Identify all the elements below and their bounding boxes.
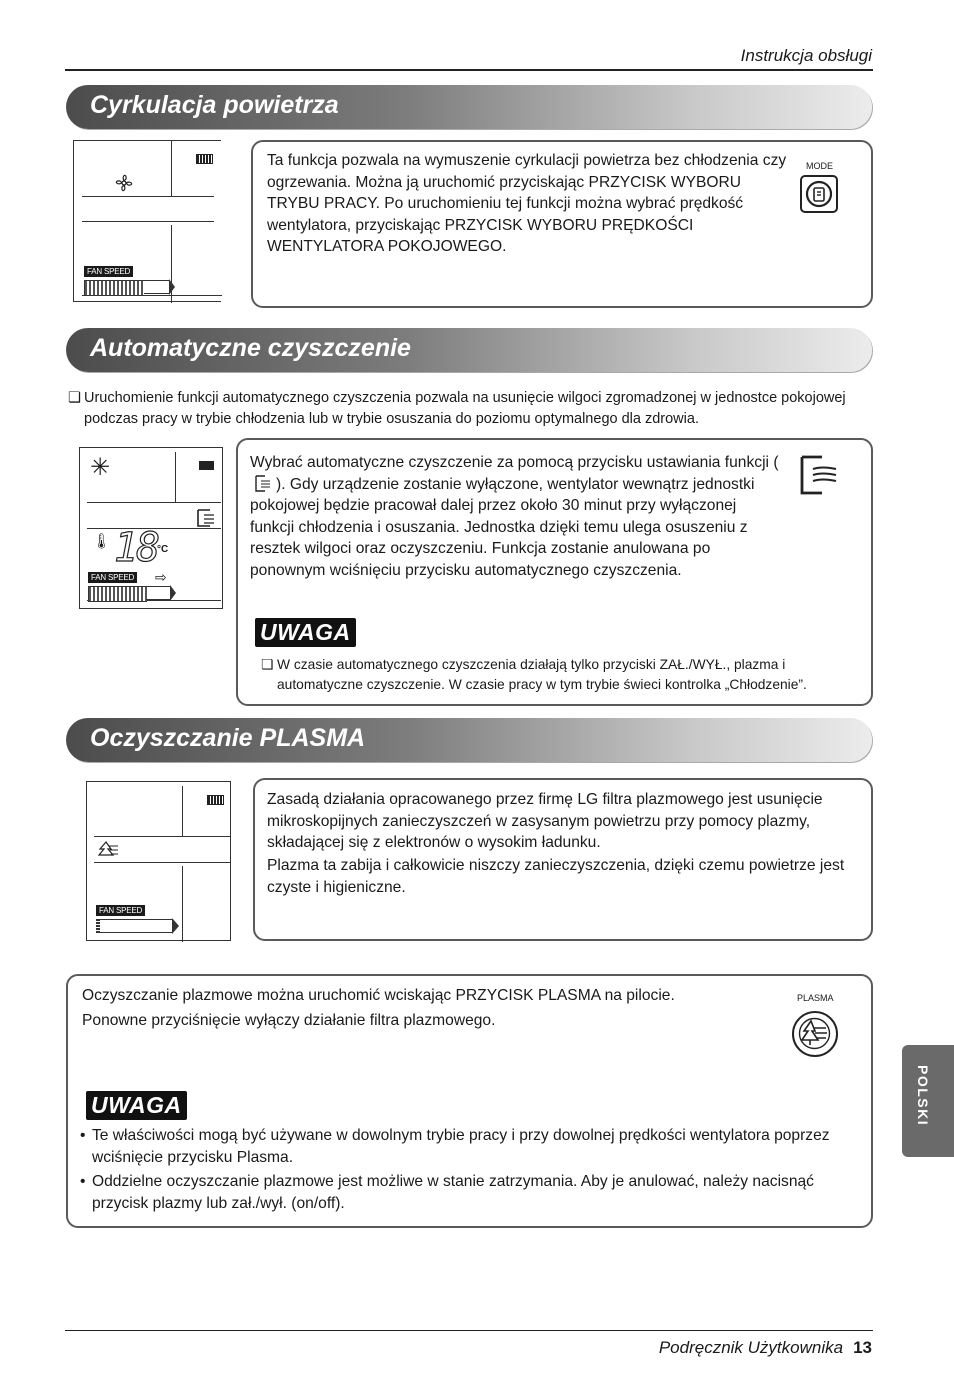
language-side-tab xyxy=(902,1045,954,1157)
lcd-fan-speed-label: FAN SPEED xyxy=(84,266,133,277)
footer-rule xyxy=(65,1330,873,1331)
auto-clean-intro: ❏ Uruchomienie funkcji automatycznego czyszczenia pozwala na usunięcie wilgoci zgromadzonej w jednostce pokojowej podczas pracy w trybie chłodzenia lub w trybie osuszania do poziomu optymalnego dla zdrowia. xyxy=(68,390,846,427)
fan-speed-arrow-icon xyxy=(169,279,175,295)
footer xyxy=(659,1338,872,1358)
warning-item-plasma: • Te właściwości mogą być używane w dowolnym trybie pracy i przy dowolnej prędkości wentylatora poprzez wciśnięcie przycisku Plasma. xyxy=(80,1127,830,1166)
thermometer-icon: 🌡 xyxy=(92,533,112,550)
remote-lcd-plasma xyxy=(86,781,231,941)
lcd-fan-speed-label: FAN SPEED xyxy=(96,905,145,916)
plasma-usage-line-1: Oczyszczanie plazmowe można uruchomić wciskając PRZYCISK PLASMA na pilocie. xyxy=(82,987,675,1004)
warning-list-plasma xyxy=(80,1125,850,1214)
info-box-plasma-usage xyxy=(66,974,873,1228)
section-title-bar-plasma xyxy=(66,718,872,762)
plasma-icon xyxy=(97,840,119,858)
swing-arrow-icon: ⇨ xyxy=(155,569,167,585)
plasma-usage-line-2: Ponowne przyciśnięcie wyłączy działanie filtra plazmowego. xyxy=(82,1012,496,1029)
footer-title: Podręcznik Użytkownika xyxy=(658,1338,844,1357)
battery-icon xyxy=(207,795,224,805)
info-box-auto-clean xyxy=(236,438,873,706)
battery-icon xyxy=(199,461,214,470)
auto-clean-inline-icon xyxy=(250,475,276,492)
plasma-button[interactable] xyxy=(792,1011,838,1057)
circulation-description: Ta funkcja pozwala na wymuszenie cyrkulacji powietrza bez chłodzenia czy ogrzewania. Można ją uruchomić przyciskając PRZYCISK WYBORU TRYBU PRACY. Po uruchomieniu tej funkcji można wybrać prędkość wentylatora, przyciskając PRZYCISK WYBORU PRĘDKOŚCI WENTYLATORA POKOJOWEGO. xyxy=(267,152,787,256)
plasma-button-icon xyxy=(794,1013,835,1054)
warning-label-plasma: UWAGA xyxy=(86,1091,187,1120)
page-number: 13 xyxy=(853,1338,872,1357)
auto-clean-description: Wybrać automatyczne czyszczenie za pomocą przycisku ustawiania funkcji (). Gdy urządzenie zostanie wyłączone, wentylator wewnątrz jednostki pokojowej będzie pracował dalej przez około 30 minut przy wyłączonej funkcji chłodzenia i osuszania. Jednostka dzięki temu ulega osuszeniu z resztek wilgoci oraz oczyszczeniu. Funkcja zostanie anulowana po ponownym wciśnięciu przycisku automatycznego czyszczenia. xyxy=(250,454,779,579)
plasma-description-2: Plazma ta zabija i całkowicie niszczy zanieczyszczenia, dzięki czemu powietrze jest czyste i higieniczne. xyxy=(267,857,845,896)
fan-speed-bars xyxy=(84,280,145,296)
header-rule xyxy=(65,69,873,71)
mode-button[interactable] xyxy=(800,175,838,213)
info-box-circulation xyxy=(251,140,873,308)
fan-icon xyxy=(112,171,136,195)
lcd-fan-speed-label: FAN SPEED xyxy=(88,572,137,583)
plasma-button-label: PLASMA xyxy=(797,993,834,1003)
warning-label-auto-clean: UWAGA xyxy=(255,618,356,647)
warning-item-plasma: • Oddzielne oczyszczanie plazmowe jest możliwe w stanie zatrzymania. Aby je anulować, należy nacisnąć przycisk plazmy lub zał./wył. (on/off). xyxy=(80,1173,814,1212)
lcd-temperature-unit: °C xyxy=(157,544,169,555)
fan-speed-bars xyxy=(88,586,147,602)
remote-lcd-auto-clean xyxy=(79,447,223,609)
auto-clean-button-icon xyxy=(798,454,840,496)
plasma-description-1: Zasadą działania opracowanego przez firmę LG filtra plazmowego jest usunięcie mikroskopijnych zanieczyszczeń w zasysanym powietrzu przy pomocy plazmy, składającej się z elektronów o wysokim ładunku. xyxy=(267,791,823,852)
section-title-bar-auto-clean xyxy=(66,328,872,372)
auto-clean-icon xyxy=(196,508,218,528)
header-title: Instrukcja obsługi xyxy=(740,46,872,65)
cooling-snowflake-icon: ✳ xyxy=(90,454,111,481)
info-box-plasma xyxy=(253,778,873,941)
section-title-circulation: Cyrkulacja powietrza xyxy=(90,91,339,119)
fan-speed-arrow-icon xyxy=(172,918,179,934)
section-title-auto-clean: Automatyczne czyszczenie xyxy=(90,334,411,362)
battery-icon xyxy=(196,154,213,164)
section-title-plasma: Oczyszczanie PLASMA xyxy=(90,724,366,752)
fan-speed-arrow-icon xyxy=(170,585,176,601)
lcd-temperature: 18 xyxy=(114,525,159,571)
section-title-bar-circulation xyxy=(66,85,872,129)
remote-lcd-circulation xyxy=(73,140,221,302)
mode-icon xyxy=(802,177,836,211)
mode-button-label: MODE xyxy=(806,161,833,171)
language-side-tab-label: POLSKI xyxy=(915,1065,931,1127)
warning-text-auto-clean: ❏ W czasie automatycznego czyszczenia działają tylko przyciski ZAŁ./WYŁ., plazma i automatyczne czyszczenie. W czasie pracy w tym trybie świeci kontrolka „Chłodzenie”. xyxy=(261,657,807,692)
